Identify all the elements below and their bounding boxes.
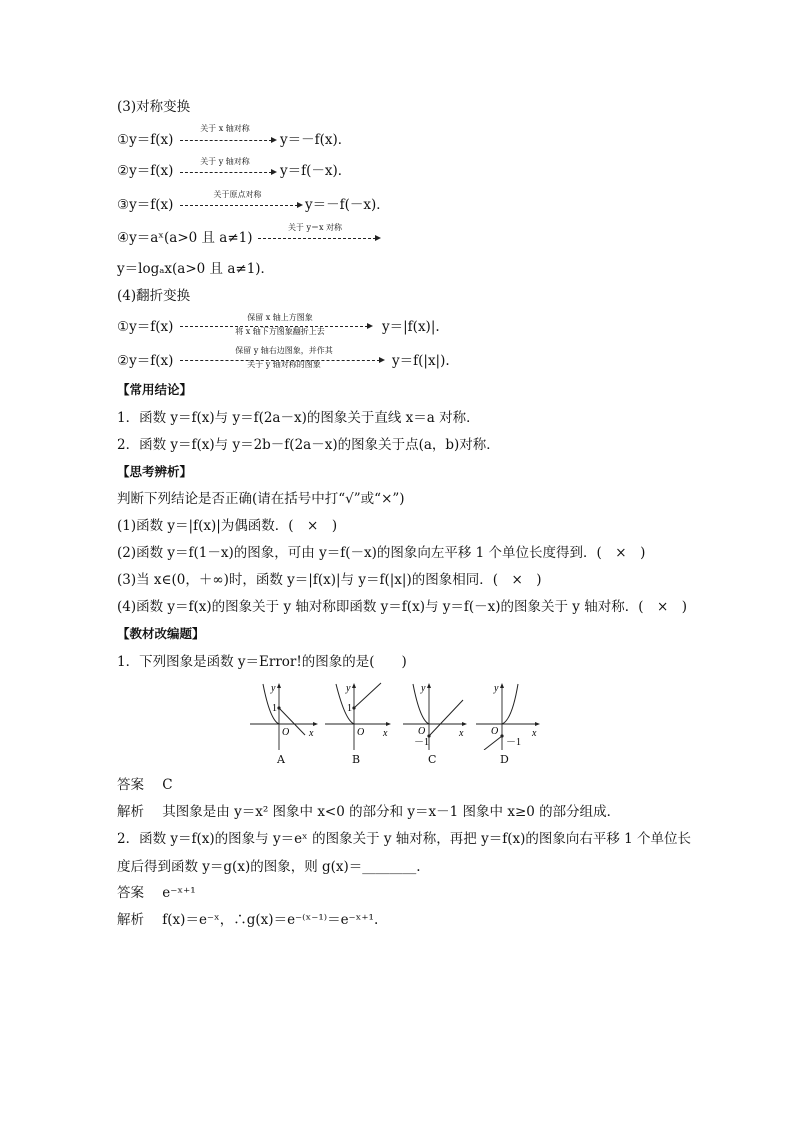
conclusions-heading: 【常用结论】 bbox=[117, 382, 193, 397]
answer-2 bbox=[117, 884, 196, 902]
explanation-1 bbox=[117, 803, 620, 821]
question-2-line-2: 度后得到函数 y＝g(x)的图象，则 g(x)＝________. bbox=[117, 859, 421, 875]
graph-b bbox=[325, 680, 397, 750]
flip-item-2-label-bottom: 关于 y 轴对称的图象 bbox=[247, 360, 321, 369]
graph-label-d: D bbox=[500, 753, 509, 766]
symmetry-item-3-lhs: ③y＝f(x) bbox=[117, 197, 174, 213]
explanation-label: 解析 bbox=[117, 804, 144, 820]
origin-label: O bbox=[282, 727, 290, 738]
answer-value: e⁻ˣ⁺¹ bbox=[162, 885, 196, 901]
textbook-heading: 【教材改编题】 bbox=[117, 626, 205, 641]
graph-d bbox=[476, 680, 548, 750]
x-axis-label: x bbox=[459, 728, 464, 739]
y-axis-label: y bbox=[346, 683, 351, 694]
symmetry-item-3-label: 关于原点对称 bbox=[213, 190, 262, 199]
x-axis-label: x bbox=[309, 728, 314, 739]
explanation-text: f(x)＝e⁻ˣ，∴g(x)＝e⁻⁽ˣ⁻¹⁾＝e⁻ˣ⁺¹. bbox=[162, 912, 379, 928]
thinking-item-4: (4)函数 y＝f(x)的图象关于 y 轴对称即函数 y＝f(x)与 y＝f(－x)的图象关于 y 轴对称．( × ) bbox=[117, 599, 688, 615]
arrow-icon bbox=[180, 140, 272, 141]
graph-a bbox=[250, 680, 322, 750]
flip-item-1-lhs: ①y＝f(x) bbox=[117, 319, 174, 335]
explanation-label: 解析 bbox=[117, 912, 144, 928]
thinking-item-1: (1)函数 y＝|f(x)|为偶函数．( × ) bbox=[117, 518, 338, 534]
flip-item-1-rhs: y＝|f(x)|. bbox=[382, 319, 440, 335]
x-axis-label: x bbox=[383, 728, 388, 739]
question-1: 1．下列图象是函数 y＝Error!的图象的是( ) bbox=[117, 654, 407, 670]
log-line: y＝logₐx(a>0 且 a≠1)． bbox=[117, 261, 275, 277]
symmetry-item-1-rhs: y＝－f(x)． bbox=[280, 132, 352, 148]
thinking-item-2: (2)函数 y＝f(1－x)的图象，可由 y＝f(－x)的图象向左平移 1 个单位长度得到．( × ) bbox=[117, 545, 646, 561]
origin-label: O bbox=[357, 727, 365, 738]
graph-c bbox=[403, 680, 475, 750]
graph-label-c: C bbox=[428, 753, 437, 766]
answer-label: 答案 bbox=[117, 777, 144, 793]
tick-label: 1 bbox=[347, 703, 352, 714]
flip-item-1-label-top: 保留 x 轴上方图象 bbox=[247, 313, 313, 322]
answer-value: C bbox=[162, 777, 173, 793]
symmetry-item-4-lhs: ④y＝aˣ(a>0 且 a≠1) bbox=[117, 230, 253, 246]
flip-item-1-label-bottom: 将 x 轴下方图象翻折上去 bbox=[235, 327, 325, 336]
flip-item-2-label-top: 保留 y 轴右边图象，并作其 bbox=[235, 346, 333, 355]
y-axis-label: y bbox=[421, 683, 426, 694]
arrow-icon bbox=[180, 172, 272, 173]
graph-label-a: A bbox=[277, 753, 285, 766]
thinking-heading: 【思考辨析】 bbox=[117, 464, 193, 479]
origin-label: O bbox=[418, 726, 426, 737]
symmetry-item-2-lhs: ②y＝f(x) bbox=[117, 163, 174, 179]
x-axis-label: x bbox=[532, 728, 537, 739]
arrow-icon bbox=[180, 205, 298, 206]
conclusion-2: 2．函数 y＝f(x)与 y＝2b－f(2a－x)的图象关于点(a，b)对称． bbox=[117, 437, 500, 453]
explanation-2 bbox=[117, 911, 378, 929]
symmetry-item-4-label: 关于 y＝x 对称 bbox=[287, 223, 343, 232]
section4-heading: (4)翻折变换 bbox=[117, 288, 191, 304]
symmetry-item-2-rhs: y＝f(－x)． bbox=[280, 163, 352, 179]
tick-label: 1 bbox=[272, 703, 277, 714]
symmetry-item-2-label: 关于 y 轴对称 bbox=[200, 157, 250, 166]
y-axis-label: y bbox=[271, 683, 276, 694]
y-axis-label: y bbox=[494, 683, 499, 694]
arrow-icon bbox=[258, 238, 376, 239]
arrow-icon bbox=[180, 360, 380, 361]
conclusion-1: 1．函数 y＝f(x)与 y＝f(2a－x)的图象关于直线 x＝a 对称． bbox=[117, 410, 480, 426]
thinking-item-3: (3)当 x∈(0，＋∞)时，函数 y＝|f(x)|与 y＝f(|x|)的图象相同．( × ) bbox=[117, 572, 542, 588]
origin-label: O bbox=[491, 726, 499, 737]
tick-label: －1 bbox=[414, 737, 429, 748]
answer-label: 答案 bbox=[117, 885, 144, 901]
tick-label: －1 bbox=[506, 737, 521, 748]
answer-1 bbox=[117, 776, 173, 794]
flip-item-2-lhs: ②y＝f(x) bbox=[117, 353, 174, 369]
flip-item-2-rhs: y＝f(|x|). bbox=[392, 353, 450, 369]
arrow-icon bbox=[180, 326, 368, 327]
explanation-text: 其图象是由 y＝x² 图象中 x<0 的部分和 y＝x－1 图象中 x≥0 的部分组成． bbox=[162, 804, 621, 820]
symmetry-item-1-lhs: ①y＝f(x) bbox=[117, 132, 174, 148]
section3-heading: (3)对称变换 bbox=[117, 99, 191, 115]
symmetry-item-1-label: 关于 x 轴对称 bbox=[200, 124, 250, 133]
symmetry-item-3-rhs: y＝－f(－x)． bbox=[305, 197, 390, 213]
thinking-intro: 判断下列结论是否正确(请在括号中打“√”或“×”) bbox=[117, 491, 405, 507]
graph-label-b: B bbox=[352, 753, 361, 766]
question-2-line-1: 2．函数 y＝f(x)的图象与 y＝eˣ 的图象关于 y 轴对称，再把 y＝f(x)的图象向右平移 1 个单位长 bbox=[117, 831, 692, 847]
